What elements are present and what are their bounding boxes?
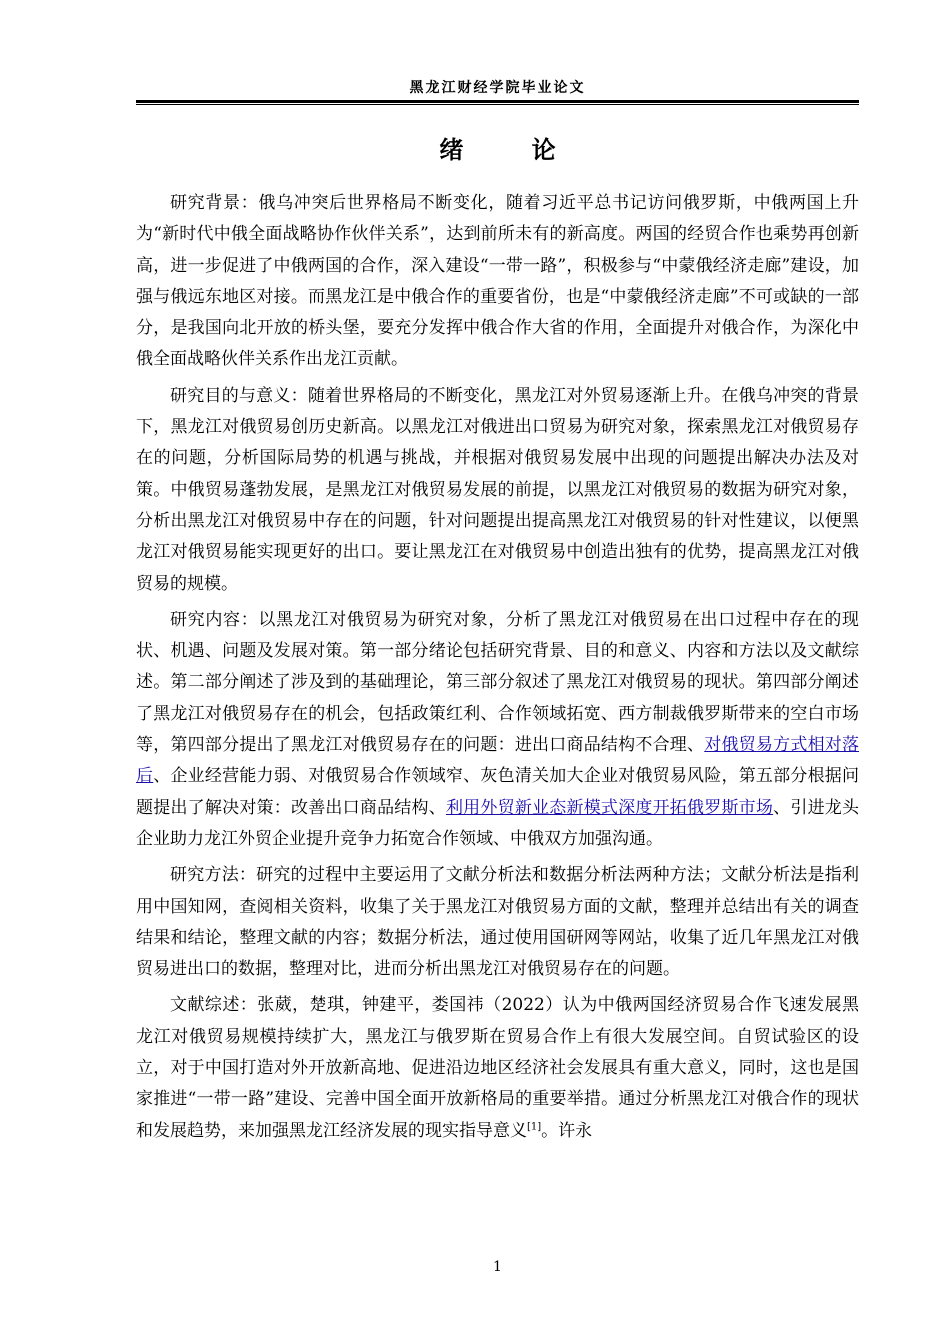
review-text-1: 文献综述：张葳，楚琪，钟建平，娄国祎（2022）认为中俄两国经济贸易合作飞速发展黑龙江对俄贸易规模持续扩大，黑龙江与俄罗斯在贸易合作上有很大发展空间。自贸试验区的设立，对于中国打造对外开放新高地、促进沿边地区经济社会发展具有重大意义，同时，这也是国家推进“一带一路”建设、完善中国全面开放新格局的重要举措。通过分析黑龙江对俄合作的现状和发展趋势，来加强黑龙江经济发展的现实指导意义 [136, 995, 859, 1141]
paragraph-content [136, 605, 859, 855]
content-text-2: 、企业经营能力弱、对俄贸易合作领域窄、灰色清关加大企业对俄贸易风险，第五部分根据问题提出了解决对策：改善出口商品结构、 [136, 766, 860, 818]
header-rule-thick [136, 100, 859, 103]
link-trade-mode[interactable]: 对俄贸易方式相对落后 [136, 735, 860, 787]
content-text-3: 、引进龙头企业助力龙江外贸企业提升竞争力拓宽合作领域、中俄双方加强沟通。 [136, 797, 860, 849]
running-header: 黑龙江财经学院毕业论文 [409, 80, 586, 96]
link-new-business-model[interactable]: 利用外贸新业态新模式深度开拓俄罗斯市场 [445, 797, 774, 818]
header-rule-thin [136, 104, 859, 105]
chapter-title: 绪 论 [439, 135, 586, 164]
page-number: 1 [493, 1259, 502, 1275]
content-text-1: 研究内容：以黑龙江对俄贸易为研究对象，分析了黑龙江对俄贸易在出口过程中存在的现状、机遇、问题及发展对策。第一部分绪论包括研究背景、目的和意义、内容和方法以及文献综述。第二部分阐述了涉及到的基础理论，第三部分叙述了黑龙江对俄贸易的现状。第四部分阐述了黑龙江对俄贸易存在的机会，包括政策红利、合作领域拓宽、西方制裁俄罗斯带来的空白市场等，第四部分提出了黑龙江对俄贸易存在的问题：进出口商品结构不合理、 [136, 609, 859, 756]
review-text-2: 。许永 [541, 1120, 593, 1141]
paragraph-background: 研究背景：俄乌冲突后世界格局不断变化，随着习近平总书记访问俄罗斯，中俄两国上升为“新时代中俄全面战略协作伙伴关系”，达到前所未有的新高度。两国的经贸合作也乘势再创新高，进一步促进了中俄两国的合作，深入建设“一带一路”，积极参与“中蒙俄经济走廊”建设，加强与俄远东地区对接。而黑龙江是中俄合作的重要省份，也是“中蒙俄经济走廊”不可或缺的一部分，是我国向北开放的桥头堡，要充分发挥中俄合作大省的作用，全面提升对俄合作，为深化中俄全面战略伙伴关系作出龙江贡献。 [136, 193, 859, 370]
body-text [136, 188, 859, 1152]
citation-marker: [1] [527, 1120, 542, 1132]
paragraph-method: 研究方法：研究的过程中主要运用了文献分析法和数据分析法两种方法；文献分析法是指利用中国知网，查阅相关资料，收集了关于黑龙江对俄贸易方面的文献，整理并总结出有关的调查结果和结论，整理文献的内容；数据分析法，通过使用国研网等网站，收集了近几年黑龙江对俄贸易进出口的数据，整理对比，进而分析出黑龙江对俄贸易存在的问题。 [136, 865, 859, 980]
paragraph-purpose: 研究目的与意义：随着世界格局的不断变化，黑龙江对外贸易逐渐上升。在俄乌冲突的背景下，黑龙江对俄贸易创历史新高。以黑龙江对俄进出口贸易为研究对象，探索黑龙江对俄贸易存在的问题，分析国际局势的机遇与挑战，并根据对俄贸易发展中出现的问题提出解决办法及对策。中俄贸易蓬勃发展，是黑龙江对俄贸易发展的前提，以黑龙江对俄贸易的数据为研究对象，分析出黑龙江对俄贸易中存在的问题，针对问题提出提高黑龙江对俄贸易的针对性建议，以便黑龙江对俄贸易能实现更好的出口。要让黑龙江在对俄贸易中创造出独有的优势，提高黑龙江对俄贸易的规模。 [136, 385, 859, 594]
paragraph-review [136, 990, 859, 1146]
